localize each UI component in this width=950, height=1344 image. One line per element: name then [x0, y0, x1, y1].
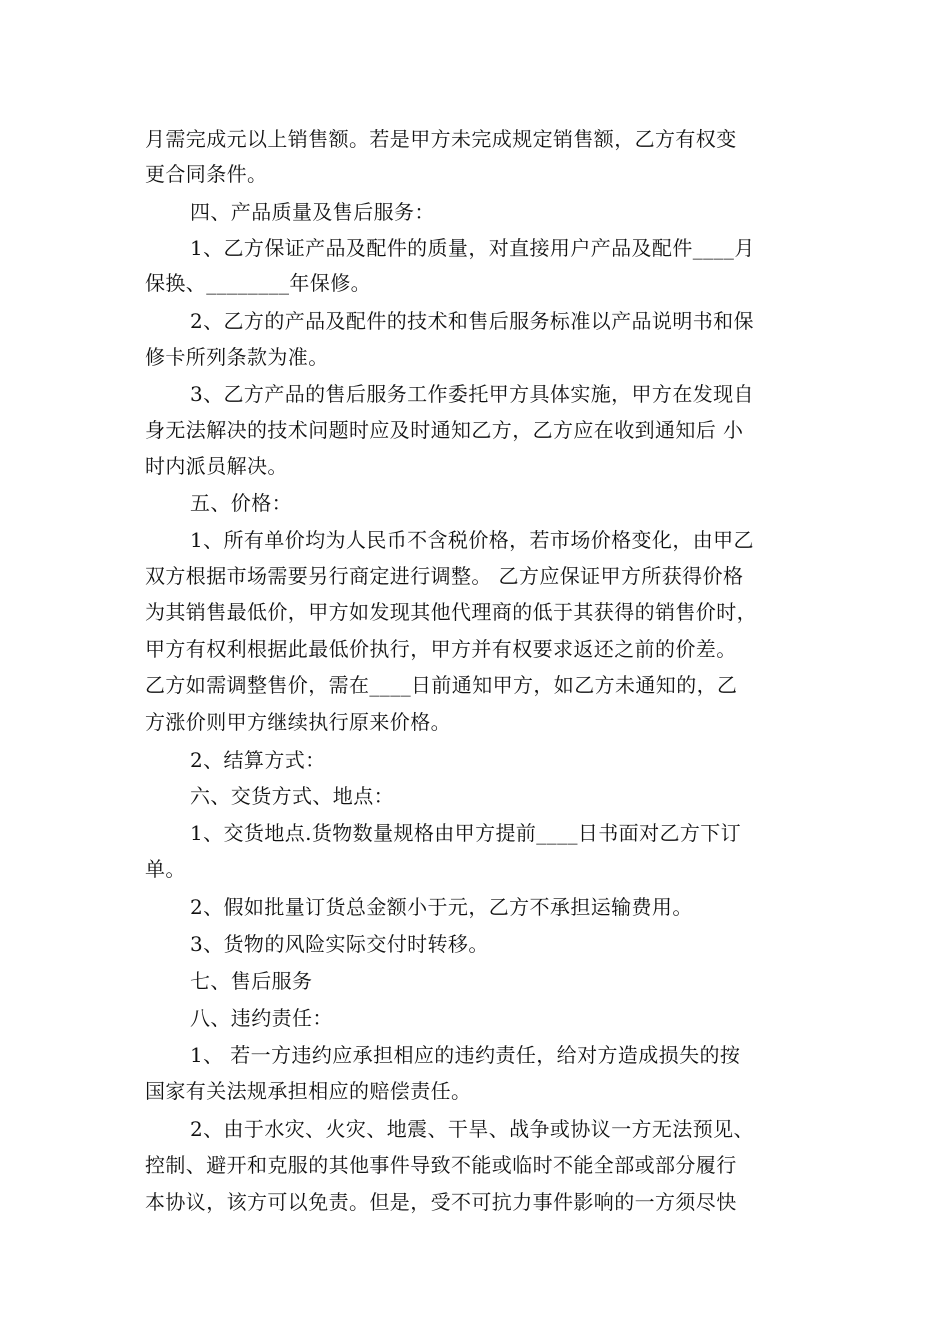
text-line: 保换、________年保修。	[145, 271, 371, 295]
text-line: 时内派员解决。	[145, 454, 288, 478]
text-line: 2、由于水灾、火灾、地震、干旱、战争或协议一方无法预见、	[190, 1117, 754, 1141]
text-line: 2、假如批量订货总金额小于元，乙方不承担运输费用。	[190, 895, 693, 919]
section-heading: 七、售后服务	[190, 969, 313, 993]
section-heading: 八、违约责任：	[190, 1006, 333, 1030]
section-heading: 五、价格：	[190, 491, 292, 515]
text-line: 修卡所列条款为准。	[145, 345, 329, 369]
text-line: 为其销售最低价，甲方如发现其他代理商的低于其获得的销售价时，	[145, 600, 757, 624]
text-line: 月需完成元以上销售额。若是甲方未完成规定销售额，乙方有权变	[145, 127, 737, 151]
text-line: 控制、避开和克服的其他事件导致不能或临时不能全部或部分履行	[145, 1153, 737, 1177]
text-line: 1、乙方保证产品及配件的质量，对直接用户产品及配件____月	[190, 236, 755, 260]
text-line: 方涨价则甲方继续执行原来价格。	[145, 710, 451, 734]
text-line: 2、结算方式：	[190, 748, 326, 772]
text-line: 乙方如需调整售价，需在____日前通知甲方，如乙方未通知的，乙	[145, 673, 738, 697]
section-heading: 六、交货方式、地点：	[190, 784, 394, 808]
text-line: 本协议，该方可以免责。但是，受不可抗力事件影响的一方须尽快	[145, 1190, 737, 1214]
text-line: 1、交货地点.货物数量规格由甲方提前____日书面对乙方下订	[190, 821, 742, 845]
text-line: 2、乙方的产品及配件的技术和售后服务标准以产品说明书和保	[190, 309, 754, 333]
text-line: 国家有关法规承担相应的赔偿责任。	[145, 1079, 472, 1103]
text-line: 1、 若一方违约应承担相应的违约责任，给对方造成损失的按	[190, 1043, 741, 1067]
text-line: 双方根据市场需要另行商定进行调整。 乙方应保证甲方所获得价格	[145, 564, 744, 588]
text-line: 更合同条件。	[145, 162, 268, 186]
text-line: 3、乙方产品的售后服务工作委托甲方具体实施，甲方在发现自	[190, 382, 754, 406]
text-line: 3、货物的风险实际交付时转移。	[190, 932, 489, 956]
text-line: 身无法解决的技术问题时应及时通知乙方，乙方应在收到通知后 小	[145, 418, 744, 442]
text-line: 单。	[145, 857, 186, 881]
section-heading: 四、产品质量及售后服务：	[190, 200, 435, 224]
text-line: 甲方有权利根据此最低价执行，甲方并有权要求返还之前的价差。	[145, 637, 737, 661]
text-line: 1、所有单价均为人民币不含税价格，若市场价格变化，由甲乙	[190, 528, 754, 552]
